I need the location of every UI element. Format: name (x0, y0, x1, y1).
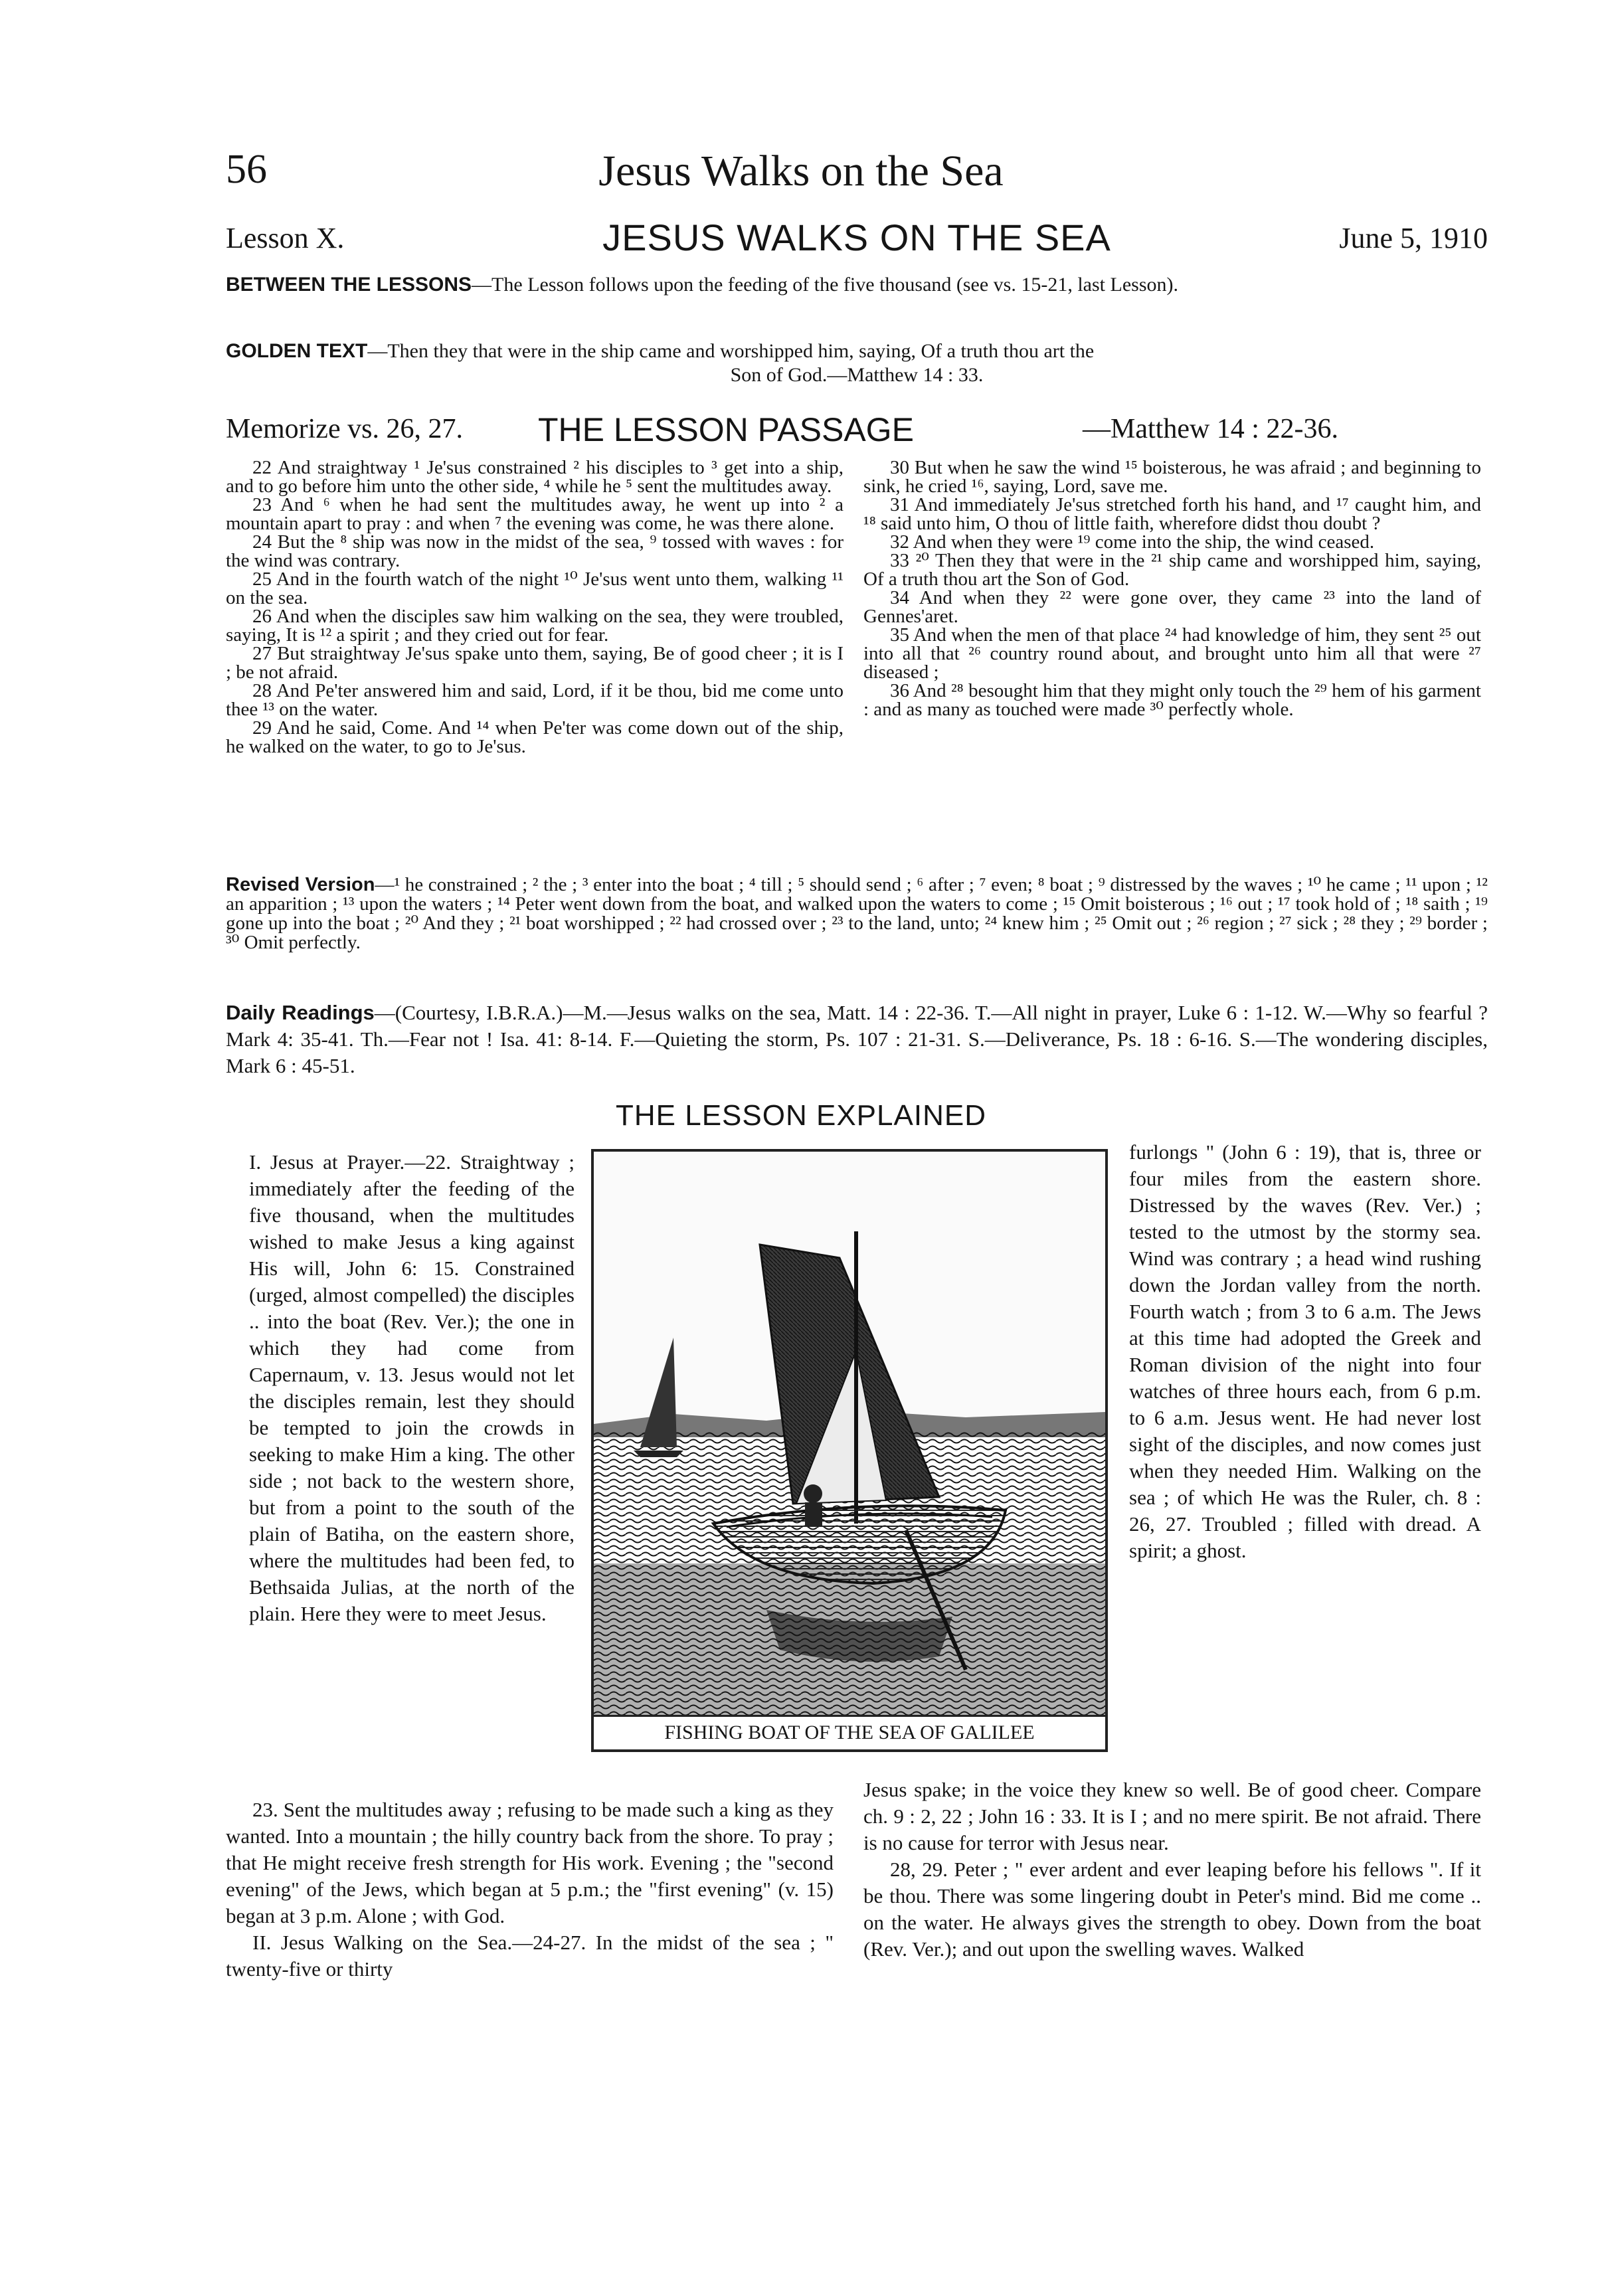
verse: 36 And ²⁸ besought him that they might only touch the ²⁹ hem of his garment : and as many as touched were made ³⁰ perfectly whole. (863, 680, 1481, 720)
between-lead: BETWEEN THE LESSONS (226, 274, 472, 296)
verse: 34 And when they ²² were gone over, they came ²³ into the land of Gennes'aret. (863, 587, 1481, 627)
lesson-label: Lesson X. (226, 222, 345, 254)
explanation-bottom-right (863, 1777, 1481, 1963)
passage-title: THE LESSON PASSAGE (538, 411, 914, 448)
verse: 29 And he said, Come. And ¹⁴ when Pe'ter was come down out of the ship, he walked on the water, to go to Je'sus. (226, 717, 844, 757)
daily-readings (226, 1000, 1488, 1079)
verse: 32 And when they were ¹⁹ come into the ship, the wind ceased. (890, 531, 1375, 553)
page-number: 56 (226, 147, 267, 192)
figure-caption: FISHING BOAT OF THE SEA OF GALILEE (591, 1715, 1108, 1749)
lesson-passage-heading (226, 410, 1488, 450)
fishing-boat-illustration (591, 1149, 1108, 1752)
memorize-verses: Memorize vs. 26, 27. (226, 414, 463, 444)
between-the-lessons (226, 272, 1488, 298)
golden-text-body: —Then they that were in the ship came and worshipped him, saying, Of a truth thou art the (367, 340, 1095, 362)
explanation-bottom-left (226, 1797, 834, 1983)
lesson-title: JESUS WALKS ON THE SEA (602, 217, 1111, 258)
verse: 33 ²⁰ Then they that were in the ²¹ ship came and worshipped him, saying, Of a truth thou art the Son of God. (863, 550, 1481, 590)
lesson-explained-heading: THE LESSON EXPLAINED (616, 1099, 986, 1132)
explanation-paragraph: 28, 29. Peter ; " ever ardent and ever leaping before his fellows ". If it be thou. There was some lingering doubt in Peter's mind. Bid me come .. on the water. He always gives the strength to obey. Down from the boat (Rev. Ver.); and out upon the swelling waves. Walked (863, 1858, 1481, 1961)
between-text: —The Lesson follows upon the feeding of the five thousand (see vs. 15-21, last Lesson). (472, 274, 1178, 296)
explanation-right-column: furlongs " (John 6 : 19), that is, three or four miles from the eastern shore. Distressed by the waves (Rev. Ver.) ; tested to the utmost by the stormy sea. Wind was contrary ; a head wind rushing down the Jordan valley from the north. Fourth watch ; from 3 to 6 a.m. The Jews at this time had adopted the Greek and Roman division of the night into four watches of three hours each, from 6 p.m. to 6 a.m. Jesus went. He had never lost sight of the disciples, and now comes just when they needed Him. Walking on the sea ; of which He was the Ruler, ch. 8 : 26, 27. Troubled ; filled with dread. A spirit; a ghost. (1129, 1140, 1481, 1562)
scripture-left-column (226, 458, 844, 756)
passage-reference: —Matthew 14 : 22-36. (1083, 414, 1338, 444)
verse: 35 And when the men of that place ²⁴ had knowledge of him, they sent ²⁵ out into all that ²⁶ country round about, and brought unto him all that were ²⁷ diseased ; (863, 624, 1481, 683)
verse: 26 And when the disciples saw him walking on the sea, they were troubled, saying, It is ¹² a spirit ; and they cried out for fear. (226, 606, 844, 646)
verse: 31 And immediately Je'sus stretched forth his hand, and ¹⁷ caught him, and ¹⁸ said unto him, O thou of little faith, wherefore didst thou doubt ? (863, 494, 1481, 534)
daily-lead: Daily Readings (226, 1001, 375, 1024)
explanation-left-column: I. Jesus at Prayer.—22. Straightway ; immediately after the feeding of the five thousand, when the multitudes wished to make Jesus a king against His will, John 6: 15. Constrained (urged, almost compelled) the disciples .. into the boat (Rev. Ver.); the one in which they had come from Capernaum, v. 13. Jesus would not let the disciples remain, lest they should be tempted to join the crowds in seeking to make Him a king. The other side ; not back to the western shore, but from a point to the south of the plain of Batiha, on the eastern shore, where the multitudes had been fed, to Bethsaida Julias, at the north of the plain. Here they were to meet Jesus. (249, 1150, 575, 1625)
boat-engraving (594, 1152, 1105, 1715)
explanation-paragraph: II. Jesus Walking on the Sea.—24-27. In the midst of the sea ; " twenty-five or thirty (226, 1931, 834, 1981)
verse: 28 And Pe'ter answered him and said, Lord, if it be thou, bid me come unto thee ¹³ on the water. (226, 680, 844, 720)
lesson-date: June 5, 1910 (1339, 222, 1488, 254)
lesson-heading-row (226, 216, 1488, 262)
golden-lead: GOLDEN TEXT (226, 340, 368, 362)
explanation-paragraph: 23. Sent the multitudes away ; refusing to be made such a king as they wanted. Into a mountain ; the hilly country back from the shore. To pray ; that He might receive fresh strength for His work. Evening ; the "second evening" of the Jews, which began at 5 p.m.; the "first evening" (v. 15) began at 3 p.m. Alone ; with God. (226, 1798, 834, 1927)
revised-lead: Revised Version (226, 874, 375, 895)
revised-text: —¹ he constrained ; ² the ; ³ enter into the boat ; ⁴ till ; ⁵ should send ; ⁶ after ; ⁷ even; ⁸ boat ; ⁹ distressed by the waves ; ¹⁰ he came ; ¹¹ upon ; ¹² an apparition ; ¹³ upon the waters ; ¹⁴ Peter went down from the boat, and walked upon the waters to come ; ¹⁵ Omit boisterous ; ¹⁶ out ; ¹⁷ took hold of ; ¹⁸ saith ; ¹⁹ gone up into the boat ; ²⁰ And they ; ²¹ boat worshipped ; ²² had crossed over ; ²³ to the land, unto; ²⁴ knew him ; ²⁵ Omit out ; ²⁶ region ; ²⁷ sick ; ²⁸ they ; ²⁹ border ; ³⁰ Omit perfectly. (226, 874, 1488, 953)
verse: 22 And straightway ¹ Je'sus constrained ² his disciples to ³ get into a ship, and to go before him unto the other side, ⁴ while he ⁵ sent the multitudes away. (226, 457, 844, 497)
explanation-paragraph: Jesus spake; in the voice they knew so well. Be of good cheer. Compare ch. 9 : 2, 22 ; John 16 : 33. It is I ; and no mere spirit. Be not afraid. There is no cause for terror with Jesus near. (863, 1778, 1481, 1854)
scripture-right-column (863, 458, 1481, 719)
verse: 24 But the ⁸ ship was now in the midst of the sea, ⁹ tossed with waves : for the wind was contrary. (226, 531, 844, 571)
daily-text: —(Courtesy, I.B.R.A.)—M.—Jesus walks on the sea, Matt. 14 : 22-36. T.—All night in prayer, Luke 6 : 1-12. W.—Why so fearful ? Mark 4: 35-41. Th.—Fear not ! Isa. 41: 8-14. F.—Quieting the storm, Ps. 107 : 21-31. S.—Deliverance, Ps. 18 : 6-16. S.—The wondering disciples, Mark 6 : 45-51. (226, 1001, 1488, 1077)
verse: 30 But when he saw the wind ¹⁵ boisterous, he was afraid ; and beginning to sink, he cried ¹⁶, saying, Lord, save me. (863, 457, 1481, 497)
verse: 27 But straightway Je'sus spake unto them, saying, Be of good cheer ; it is I ; be not afraid. (226, 643, 844, 683)
revised-version-notes (226, 875, 1488, 952)
running-title: Jesus Walks on the Sea (598, 147, 1004, 195)
verse: 25 And in the fourth watch of the night ¹⁰ Je'sus went unto them, walking ¹¹ on the sea. (226, 569, 844, 608)
golden-text (226, 339, 1488, 364)
verse: 23 And ⁶ when he had sent the multitudes away, he went up into ² a mountain apart to pray : and when ⁷ the evening was come, he was there alone. (226, 494, 844, 534)
golden-text-reference: Son of God.—Matthew 14 : 33. (730, 364, 984, 386)
